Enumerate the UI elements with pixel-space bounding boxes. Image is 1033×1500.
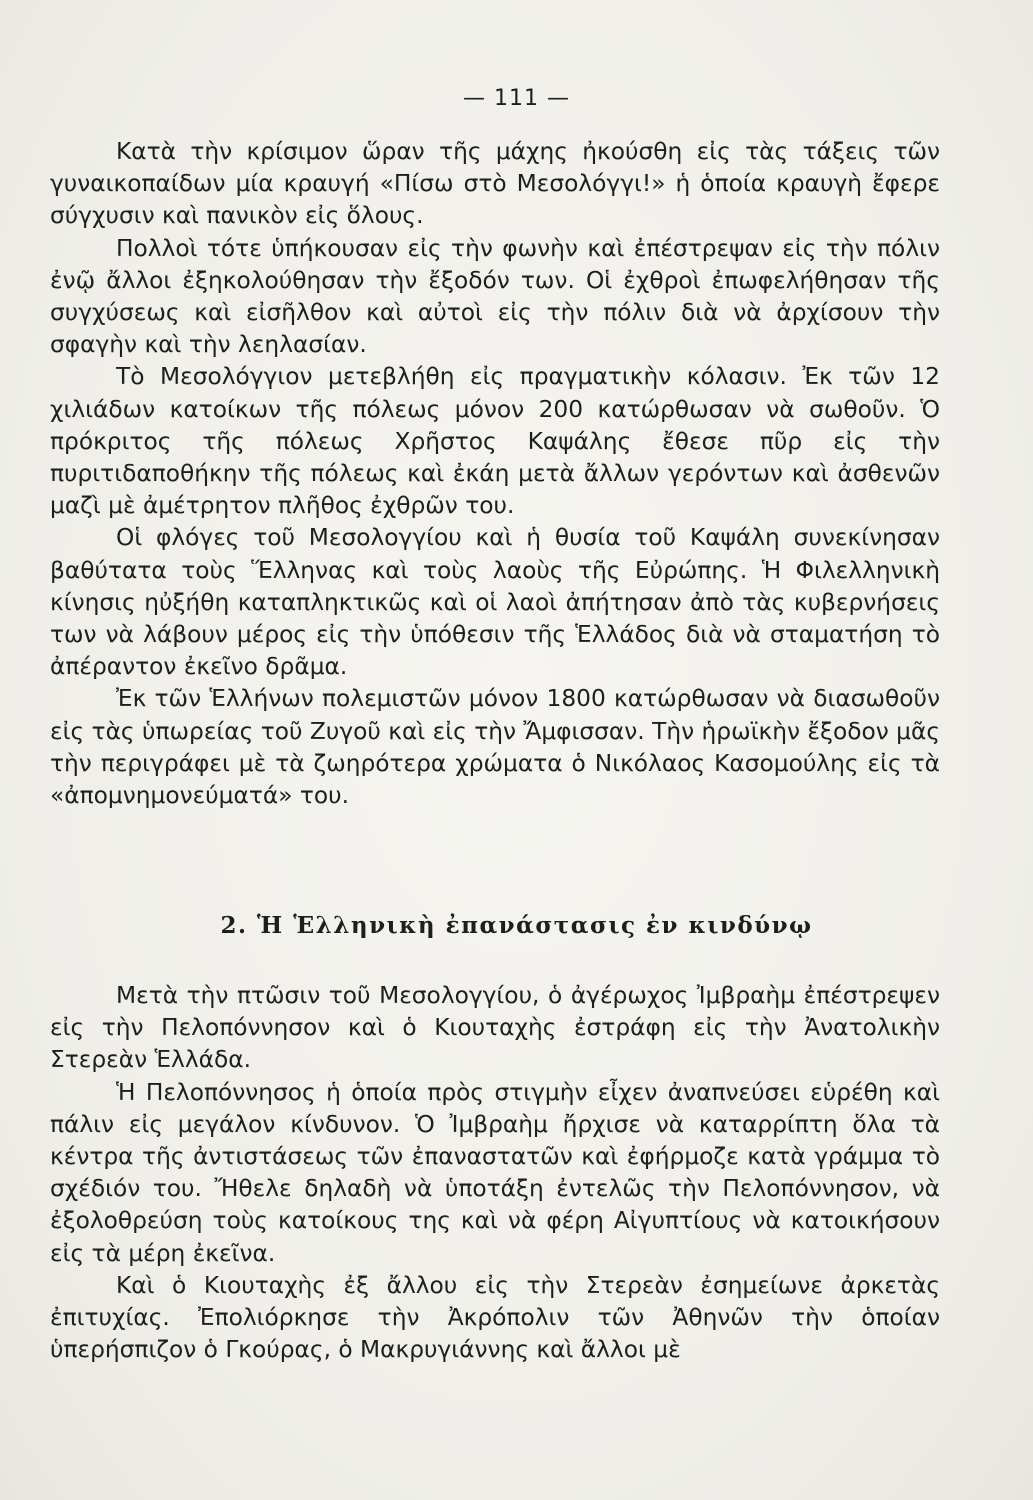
section-text-siege (50, 136, 940, 812)
paragraph: Οἱ φλόγες τοῦ Μεσολογγίου καὶ ἡ θυσία τοῦ Καψάλη συνεκίνησαν βαθύτατα τοὺς Ἕλληνας καὶ τοὺς λαοὺς τῆς Εὐρώπης. Ἡ Φιλελληνικὴ κίνησις ηὐξήθη καταπληκτικῶς καὶ οἱ λαοὶ ἀπήτησαν ἀπὸ τὰς κυβερνήσεις των νὰ λάβουν μέρος εἰς τὴν ὑπόθεσιν τῆς Ἑλλάδος διὰ νὰ σταματήση τὸ ἀπέραντον ἐκεῖνο δρᾶμα. (50, 524, 940, 681)
paragraph: Κατὰ τὴν κρίσιμον ὥραν τῆς μάχης ἠκούσθη εἰς τὰς τάξεις τῶν γυναικοπαίδων μία κραυγή «Πίσω στὸ Μεσολόγγι!» ἡ ὁποία κραυγὴ ἔφερε σύγχυσιν καὶ πανικὸν εἰς ὅλους. (50, 138, 940, 230)
page-number: — 111 — (463, 86, 570, 111)
section-heading: 2. Ἡ Ἑλληνικὴ ἐπανάστασις ἐν κινδύνῳ (220, 912, 813, 939)
paragraph: Πολλοὶ τότε ὑπήκουσαν εἰς τὴν φωνὴν καὶ ἐπέστρεψαν εἰς τὴν πόλιν ἐνῷ ἄλλοι ἐξηκολούθησαν τὴν ἔξοδόν των. Οἱ ἐχθροὶ ἐπωφελήθησαν τῆς συγχύσεως καὶ εἰσῆλθον καὶ αὐτοὶ εἰς τὴν πόλιν διὰ νὰ ἀρχίσουν τὴν σφαγὴν καὶ τὴν λεηλασίαν. (50, 234, 940, 359)
section-text-revolution-in-danger (50, 980, 940, 1366)
paragraph: Τὸ Μεσολόγγιον μετεβλήθη εἰς πραγματικὴν κόλασιν. Ἐκ τῶν 12 χιλιάδων κατοίκων τῆς πόλεως μόνον 200 κατώρθωσαν νὰ σωθοῦν. Ὁ πρόκριτος τῆς πόλεως Χρῆστος Καψάλης ἔθεσε πῦρ εἰς τὴν πυριτιδαποθήκην τῆς πόλεως καὶ ἐκάη μετὰ ἄλλων γερόντων καὶ ἀσθενῶν μαζὶ μὲ ἀμέτρητον πλῆθος ἐχθρῶν του. (50, 363, 940, 520)
paragraph: Μετὰ τὴν πτῶσιν τοῦ Μεσολογγίου, ὁ ἀγέρωχος Ἰμβραὴμ ἐπέστρεψεν εἰς τὴν Πελοπόννησον καὶ ὁ Κιουταχὴς ἐστράφη εἰς τὴν Ἀνατολικὴν Στερεὰν Ἑλλάδα. (50, 982, 940, 1074)
paragraph: Ἐκ τῶν Ἑλλήνων πολεμιστῶν μόνον 1800 κατώρθωσαν νὰ διασωθοῦν εἰς τὰς ὑπωρείας τοῦ Ζυγοῦ καὶ εἰς τὴν Ἄμφισσαν. Τὴν ἡρωϊκὴν ἔξοδον μᾶς τὴν περιγράφει μὲ τὰ ζωηρότερα χρώματα ὁ Νικόλαος Κασομούλης εἰς τὰ «ἀπομνημονεύματά» του. (50, 685, 940, 810)
paragraph: Καὶ ὁ Κιουταχὴς ἐξ ἄλλου εἰς τὴν Στερεὰν ἐσημείωνε ἀρκετὰς ἐπιτυχίας. Ἐπολιόρκησε τὴν Ἀκρόπολιν τῶν Ἀθηνῶν τὴν ὁποίαν ὑπερήσπιζον ὁ Γκούρας, ὁ Μακρυγιάννης καὶ ἄλλοι μὲ (50, 1271, 940, 1364)
paragraph: Ἡ Πελοπόννησος ἡ ὁποία πρὸς στιγμὴν εἶχεν ἀναπνεύσει εὑρέθη καὶ πάλιν εἰς μεγάλον κίνδυνον. Ὁ Ἰμβραὴμ ἤρχισε νὰ καταρρίπτη ὅλα τὰ κέντρα τῆς ἀντιστάσεως τῶν ἐπαναστατῶν καὶ ἐφήρμοζε κατὰ γράμμα τὸ σχέδιόν του. Ἤθελε δηλαδὴ νὰ ὑποτάξη ἐντελῶς τὴν Πελοπόννησον, νὰ ἐξολοθρεύση τοὺς κατοίκους της καὶ νὰ φέρη Αἰγυπτίους νὰ κατοικήσουν εἰς τὰ μέρη ἐκεῖνα. (50, 1078, 940, 1267)
